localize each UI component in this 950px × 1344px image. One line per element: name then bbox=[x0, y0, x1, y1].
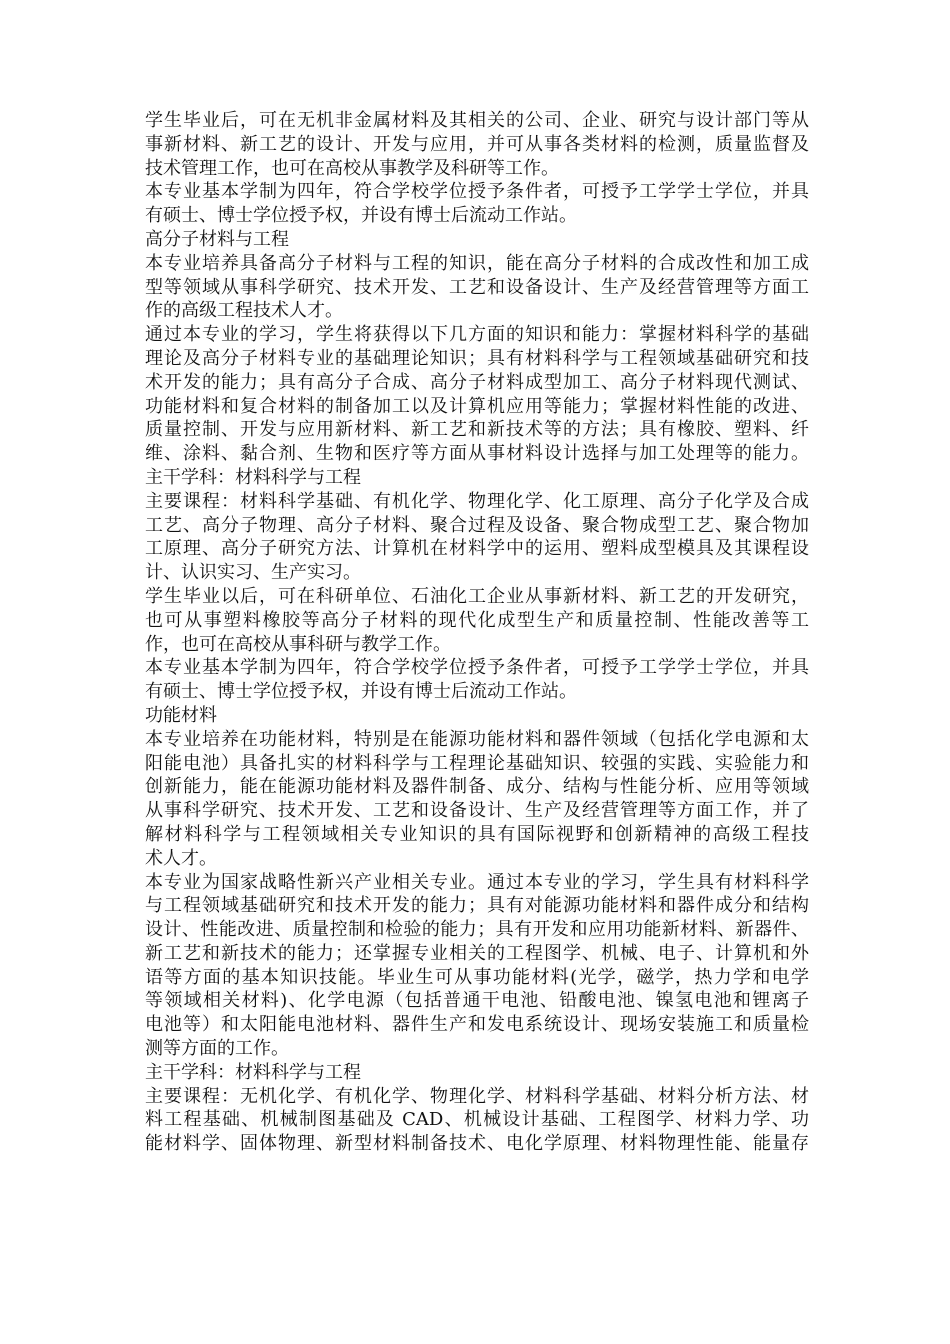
text-line: 有硕士、博士学位授予权，并设有博士后流动工作站。 bbox=[145, 681, 577, 703]
text-line: 学生毕业后，可在无机非金属材料及其相关的公司、企业、研究与设计部门等从 bbox=[145, 110, 809, 131]
text-line: 术人才。 bbox=[145, 847, 217, 869]
text-line: 本专业培养在功能材料，特别是在能源功能材料和器件领域（包括化学电源和太 bbox=[145, 728, 809, 750]
text-line: 有硕士、博士学位授予权，并设有博士后流动工作站。 bbox=[145, 205, 577, 227]
text-line: 解材料科学与工程领域相关专业知识的具有国际视野和创新精神的高级工程技 bbox=[145, 823, 809, 845]
text-line: 作，也可在高校从事科研与教学工作。 bbox=[145, 633, 451, 655]
text-line: 维、涂料、黏合剂、生物和医疗等方面从事材料设计选择与加工处理等的能力。 bbox=[145, 443, 809, 465]
text-line: 作的高级工程技术人才。 bbox=[145, 300, 343, 322]
text-line: 通过本专业的学习，学生将获得以下几方面的知识和能力：掌握材料科学的基础 bbox=[145, 324, 809, 346]
text-line: 料工程基础、机械制图基础及 CAD、机械设计基础、工程图学、材料力学、功 bbox=[145, 1109, 809, 1131]
text-line: 功能材料和复合材料的制备加工以及计算机应用等能力；掌握材料性能的改进、 bbox=[145, 395, 809, 417]
text-line: 本专业培养具备高分子材料与工程的知识，能在高分子材料的合成改性和加工成 bbox=[145, 252, 809, 274]
text-line: 本专业基本学制为四年，符合学校学位授予条件者，可授予工学学士学位，并具 bbox=[145, 657, 809, 679]
text-line: 等领域相关材料)、化学电源（包括普通干电池、铅酸电池、镍氢电池和锂离子 bbox=[145, 990, 809, 1012]
text-line: 学生毕业以后，可在科研单位、石油化工企业从事新材料、新工艺的开发研究， bbox=[145, 585, 809, 607]
text-line: 从事科学研究、技术开发、工艺和设备设计、生产及经营管理等方面工作，并了 bbox=[145, 800, 809, 822]
text-line: 高分子材料与工程 bbox=[145, 228, 289, 250]
text-line: 主要课程：无机化学、有机化学、物理化学、材料科学基础、材料分析方法、材 bbox=[145, 1085, 809, 1107]
text-line: 本专业基本学制为四年，符合学校学位授予条件者，可授予工学学士学位，并具 bbox=[145, 181, 809, 203]
text-line: 能材料学、固体物理、新型材料制备技术、电化学原理、材料物理性能、能量存 bbox=[145, 1133, 809, 1155]
text-line: 型等领域从事科学研究、技术开发、工艺和设备设计、生产及经营管理等方面工 bbox=[145, 276, 809, 298]
text-line: 技术管理工作，也可在高校从事教学及科研等工作。 bbox=[145, 157, 559, 179]
text-line: 新工艺和新技术的能力；还掌握专业相关的工程图学、机械、电子、计算机和外 bbox=[145, 942, 809, 964]
text-line: 工原理、高分子研究方法、计算机在材料学中的运用、塑料成型模具及其课程设 bbox=[145, 538, 809, 560]
text-line: 也可从事塑料橡胶等高分子材料的现代化成型生产和质量控制、性能改善等工 bbox=[145, 609, 809, 631]
text-line: 术开发的能力；具有高分子合成、高分子材料成型加工、高分子材料现代测试、 bbox=[145, 371, 809, 393]
text-line: 语等方面的基本知识技能。毕业生可从事功能材料(光学，磁学，热力学和电学 bbox=[145, 966, 809, 988]
text-line: 电池等）和太阳能电池材料、器件生产和发电系统设计、现场安装施工和质量检 bbox=[145, 1014, 809, 1036]
text-line: 本专业为国家战略性新兴产业相关专业。通过本专业的学习，学生具有材料科学 bbox=[145, 871, 809, 893]
text-line: 工艺、高分子物理、高分子材料、聚合过程及设备、聚合物成型工艺、聚合物加 bbox=[145, 514, 809, 536]
text-line: 创新能力，能在能源功能材料及器件制备、成分、结构与性能分析、应用等领域 bbox=[145, 776, 809, 798]
text-line: 功能材料 bbox=[145, 704, 217, 726]
text-line: 主要课程：材料科学基础、有机化学、物理化学、化工原理、高分子化学及合成 bbox=[145, 490, 809, 512]
text-line: 理论及高分子材料专业的基础理论知识；具有材料科学与工程领域基础研究和技 bbox=[145, 347, 809, 369]
text-line: 与工程领域基础研究和技术开发的能力；具有对能源功能材料和器件成分和结构 bbox=[145, 895, 809, 917]
text-line: 阳能电池）具备扎实的材料科学与工程理论基础知识、较强的实践、实验能力和 bbox=[145, 752, 809, 774]
document-body bbox=[145, 109, 809, 1156]
text-line: 主干学科：材料科学与工程 bbox=[145, 466, 361, 488]
text-line: 测等方面的工作。 bbox=[145, 1038, 289, 1060]
text-line: 设计、性能改进、质量控制和检验的能力；具有开发和应用功能新材料、新器件、 bbox=[145, 919, 809, 941]
text-line: 主干学科：材料科学与工程 bbox=[145, 1061, 361, 1083]
text-line: 计、认识实习、生产实习。 bbox=[145, 562, 361, 584]
text-line: 事新材料、新工艺的设计、开发与应用，并可从事各类材料的检测，质量监督及 bbox=[145, 133, 809, 155]
text-line: 质量控制、开发与应用新材料、新工艺和新技术等的方法；具有橡胶、塑料、纤 bbox=[145, 419, 809, 441]
